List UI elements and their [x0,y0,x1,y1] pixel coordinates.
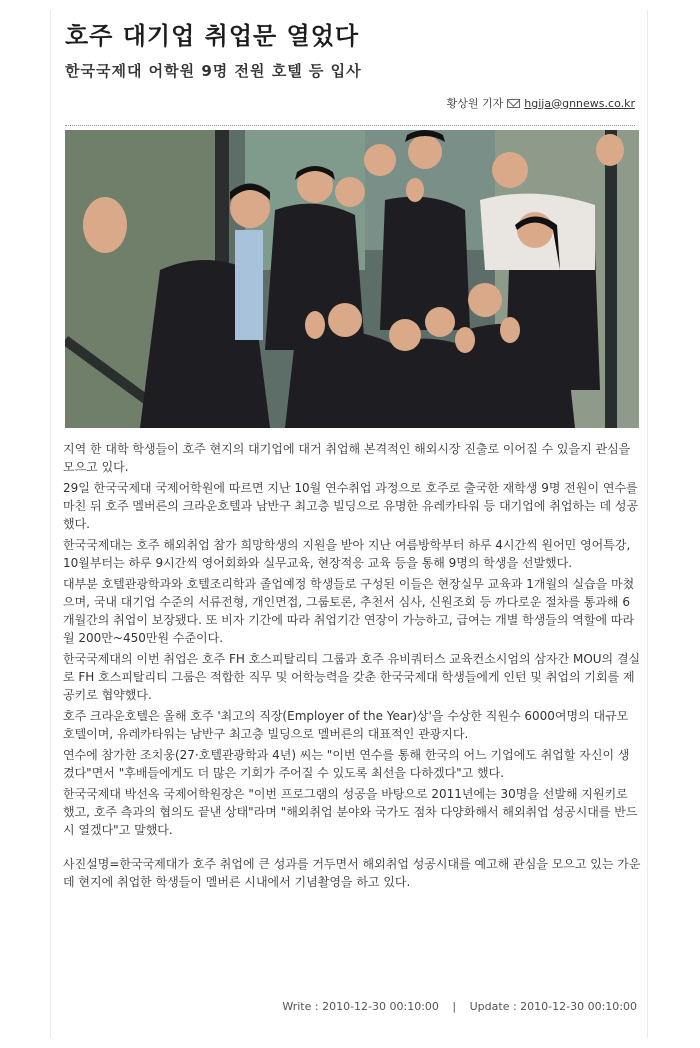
byline [447,95,635,111]
write-timestamp: Write : 2010-12-30 00:10:00 [282,1000,439,1013]
author-name: 황상원 기자 [446,97,504,110]
paragraph: 한국국제대는 호주 해외취업 참가 희망학생의 지원을 받아 지난 여름방학부터 하루 4시간씩 원어민 영어특강, 10월부터는 하루 9시간씩 영어회화와 실무교육, 현장적응 교육 등을 통해 9명의 학생을 선발했다. [63,538,631,570]
paragraph: 한국국제대 박선옥 국제어학원장은 "이번 프로그램의 성공을 바탕으로 2011년에는 30명을 선발해 지원키로 했고, 호주 측과의 협의도 끝낸 상태"라며 "해외취업 분야와 국가도 점차 다양화해서 해외취업 성공시대를 반드시 열겠다"고 말했다. [63,787,638,837]
article-subheadline: 한국국제대 어학원 9명 전원 호텔 등 입사 [65,62,362,80]
paragraph: 연수에 참가한 조치웅(27·호텔관광학과 4년) 씨는 "이번 연수를 통해 한국의 어느 기업에도 취업할 자신이 생겼다"면서 "후배들에게도 더 많은 기회가 주어질 수 있도록 최선을 다하겠다"고 했다. [63,748,630,780]
paragraph: 대부분 호텔관광학과와 호텔조리학과 졸업예정 학생들로 구성된 이들은 현장실무 교육과 1개월의 실습을 마쳤으며, 국내 대기업 수준의 서류전형, 개인면접, 그룹토론, 추천서 심사, 신원조회 등 까다로운 절차를 통과해 6개월간의 취업이 보장됐다. 또 비자 기간에 따라 취업기간 연장이 가능하고, 급여는 개별 학생들의 역할에 따라 월 200만~450만원 수준이다. [63,577,635,645]
paragraph: 지역 한 대학 학생들이 호주 현지의 대기업에 대거 취업해 본격적인 해외시장 진출로 이어질 수 있을지 관심을 모으고 있다. [63,442,631,474]
photo-caption: 사진설명=한국국제대가 호주 취업에 큰 성과를 거두면서 해외취업 성공시대를 예고해 관심을 모으고 있는 가운데 현지에 취업한 학생들이 멜버른 시내에서 기념촬영을 하고 있다. [63,857,641,889]
header-divider [65,125,635,126]
mail-icon[interactable] [507,99,520,108]
paragraph: 29일 한국국제대 국제어학원에 따르면 지난 10월 연수취업 과정으로 호주로 출국한 재학생 9명 전원이 연수를 마친 뒤 호주 멜버른의 크라운호텔과 남반구 최고층 빌딩으로 유명한 유레카타워 등 대기업에 취업하는 데 성공했다. [63,481,639,531]
footer-separator: | [452,1000,457,1013]
update-timestamp: Update : 2010-12-30 00:10:00 [469,1000,637,1013]
article-photo [65,130,639,428]
paragraph: 한국국제대의 이번 취업은 호주 FH 호스피탈리티 그룹과 호주 유비쿼터스 교육컨소시엄의 삼자간 MOU의 결실로 FH 호스피탈리티 그룹은 적합한 직무 및 어학능력을 갖춘 한국국제대 학생들에게 인턴 및 취업의 기회를 제공키로 협약했다. [63,652,641,702]
group-photo-illustration [65,130,639,428]
paragraph: 호주 크라운호텔은 올해 호주 '최고의 직장(Employer of the Year)상'을 수상한 직원수 6000여명의 대규모 호텔이며, 유레카타워는 남반구 최고층 빌딩으로 멜버른의 대표적인 관광지다. [63,709,629,741]
article-body [63,440,641,894]
article-headline: 호주 대기업 취업문 열었다 [65,22,360,50]
article-container [50,10,648,1038]
author-email-link[interactable]: hgija@gnnews.co.kr [524,96,635,110]
article-footer [282,1000,637,1013]
